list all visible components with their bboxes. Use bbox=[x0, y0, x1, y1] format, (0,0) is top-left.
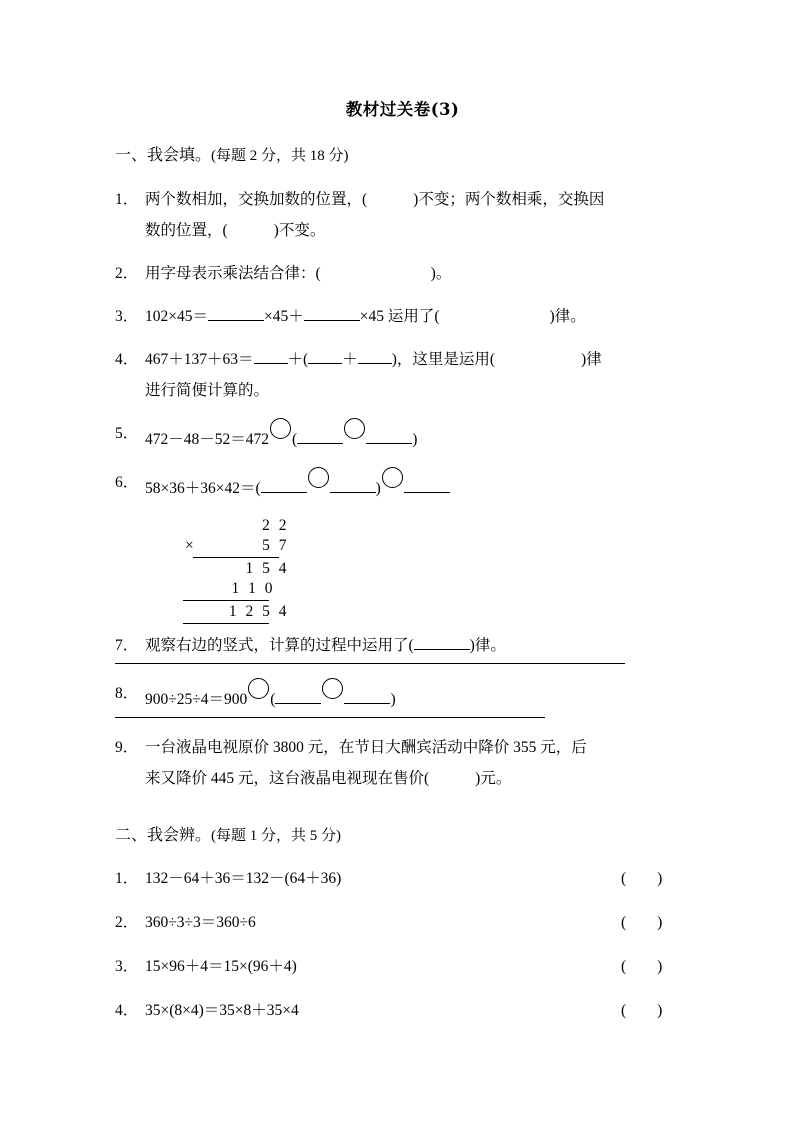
calc-rule-3 bbox=[183, 623, 269, 624]
question-4-text-d: )，这里是运用( bbox=[391, 350, 496, 368]
question-5-blank-2[interactable] bbox=[366, 443, 412, 444]
question-9-line-1: 一台液晶电视原价 3800 元，在节日大酬宾活动中降价 355 元，后 bbox=[145, 738, 587, 756]
question-3-blank-1[interactable] bbox=[208, 320, 264, 321]
multiplier-row bbox=[179, 536, 289, 556]
section-one-score: (每题 2 分，共 18 分) bbox=[211, 148, 349, 164]
multiplicand-row: 2 2 bbox=[262, 516, 289, 534]
question-1-line-1 bbox=[145, 184, 680, 215]
question-3-number: 3． bbox=[115, 307, 139, 325]
question-7-text-a: 观察右边的竖式，计算的过程中运用了( bbox=[145, 636, 414, 654]
question-6-blank-2[interactable] bbox=[330, 492, 376, 493]
question-2-text-a: 用字母表示乘法结合律：( bbox=[145, 264, 321, 282]
question-9-number: 9． bbox=[115, 738, 139, 756]
truefalse-item-3 bbox=[115, 952, 680, 982]
question-7-blank[interactable] bbox=[414, 649, 470, 650]
question-9 bbox=[115, 732, 680, 794]
vertical-multiplication-figure bbox=[179, 516, 289, 624]
question-2-text-b: )。 bbox=[430, 264, 452, 282]
truefalse-item-4 bbox=[115, 996, 680, 1026]
truefalse-1-answer-field[interactable]: ( ) bbox=[621, 869, 663, 887]
operator-circle-icon[interactable] bbox=[344, 418, 365, 439]
question-1 bbox=[115, 184, 680, 246]
question-3-text-d: )律。 bbox=[549, 307, 586, 325]
question-7-line-1 bbox=[145, 630, 625, 661]
calc-rule-1 bbox=[193, 557, 279, 558]
question-1-text-b: )不变；两个数相乘，交换因 bbox=[413, 190, 605, 208]
question-4-text-b: ＋( bbox=[287, 350, 309, 368]
question-3 bbox=[115, 301, 680, 332]
question-1-text-a: 两个数相加，交换加数的位置，( bbox=[145, 190, 368, 208]
question-6 bbox=[115, 467, 680, 504]
truefalse-3-answer-field[interactable]: ( ) bbox=[621, 957, 663, 975]
question-9-text-a: 来又降价 445 元，这台液晶电视现在售价( bbox=[145, 769, 430, 787]
partial-product-2: 1 1 0 bbox=[231, 579, 275, 597]
question-1-text-d: )不变。 bbox=[273, 221, 326, 239]
question-8-line-1 bbox=[145, 678, 545, 715]
question-5 bbox=[115, 418, 680, 455]
truefalse-2-number: 2． bbox=[115, 913, 139, 931]
question-8-text-a: 900÷25÷4＝900 bbox=[145, 690, 248, 708]
question-2 bbox=[115, 258, 680, 289]
page-content bbox=[115, 96, 680, 1040]
truefalse-3-expression: 15×96＋4＝15×(96＋4) bbox=[145, 957, 297, 975]
question-6-text-b: ) bbox=[375, 479, 381, 497]
question-9-line-2 bbox=[145, 763, 680, 794]
truefalse-item-1 bbox=[115, 864, 680, 894]
question-4 bbox=[115, 344, 680, 406]
question-8-blank-2[interactable] bbox=[344, 703, 390, 704]
calc-rule-2 bbox=[183, 600, 269, 601]
truefalse-item-2 bbox=[115, 908, 680, 938]
question-6-blank-3[interactable] bbox=[404, 492, 450, 493]
truefalse-3-number: 3． bbox=[115, 957, 139, 975]
truefalse-2-expression: 360÷3÷3＝360÷6 bbox=[145, 913, 256, 931]
question-4-text-c: ＋ bbox=[342, 350, 358, 368]
question-8-text-b: ( bbox=[270, 690, 276, 708]
question-8-text-c: ) bbox=[390, 690, 396, 708]
question-6-line-1 bbox=[145, 467, 680, 504]
question-5-line-1 bbox=[145, 418, 680, 455]
section-two-label: 二、我会辨。 bbox=[115, 826, 212, 844]
question-7-number: 7． bbox=[115, 636, 139, 654]
question-5-text-a: 472－48－52＝472 bbox=[145, 430, 270, 448]
question-7-text-b: )律。 bbox=[469, 636, 506, 654]
question-1-number: 1． bbox=[115, 190, 139, 208]
question-2-line-1 bbox=[145, 258, 680, 289]
truefalse-2-answer-field[interactable]: ( ) bbox=[621, 913, 663, 931]
question-5-text-b: ( bbox=[292, 430, 298, 448]
question-4-number: 4． bbox=[115, 350, 139, 368]
question-4-line-2: 进行简便计算的。 bbox=[145, 381, 270, 399]
operator-circle-icon[interactable] bbox=[308, 467, 329, 488]
multiply-sign-icon: × bbox=[185, 536, 197, 554]
question-3-text-c: ×45 运用了( bbox=[359, 307, 440, 325]
operator-circle-icon[interactable] bbox=[270, 418, 291, 439]
question-4-blank-1[interactable] bbox=[254, 363, 288, 364]
question-7 bbox=[115, 630, 625, 664]
question-3-text-a: 102×45＝ bbox=[145, 307, 208, 325]
multiplier-value: 5 7 bbox=[262, 536, 289, 554]
question-3-blank-2[interactable] bbox=[304, 320, 360, 321]
final-product: 1 2 5 4 bbox=[228, 602, 289, 620]
section-one-heading bbox=[115, 146, 680, 167]
question-4-blank-2[interactable] bbox=[308, 363, 342, 364]
question-4-line-1 bbox=[145, 344, 680, 375]
question-6-blank-1[interactable] bbox=[261, 492, 307, 493]
question-4-text-e: )律 bbox=[581, 350, 602, 368]
truefalse-4-number: 4． bbox=[115, 1001, 139, 1019]
question-8-number: 8． bbox=[115, 684, 139, 702]
truefalse-1-number: 1． bbox=[115, 869, 139, 887]
question-3-text-b: ×45＋ bbox=[264, 307, 304, 325]
question-1-text-c: 数的位置，( bbox=[145, 221, 228, 239]
question-5-text-c: ) bbox=[412, 430, 418, 448]
question-6-text-a: 58×36＋36×42＝( bbox=[145, 479, 261, 497]
partial-product-1: 1 5 4 bbox=[245, 559, 289, 577]
section-spacer bbox=[115, 806, 680, 826]
question-9-text-b: )元。 bbox=[475, 769, 512, 787]
section-two-score: (每题 1 分，共 5 分) bbox=[211, 827, 342, 844]
section-two-heading bbox=[115, 826, 680, 847]
question-3-line-1 bbox=[145, 301, 680, 332]
truefalse-4-expression: 35×(8×4)＝35×8＋35×4 bbox=[145, 1001, 299, 1019]
section-one-label: 一、我会填。 bbox=[115, 147, 212, 164]
question-1-line-2 bbox=[145, 215, 680, 246]
operator-circle-icon[interactable] bbox=[248, 678, 269, 699]
question-4-blank-3[interactable] bbox=[358, 363, 392, 364]
question-4-text-a: 467＋137＋63＝ bbox=[145, 350, 254, 368]
question-8-blank-1[interactable] bbox=[275, 703, 321, 704]
truefalse-1-expression: 132－64＋36＝132－(64＋36) bbox=[145, 869, 342, 887]
question-6-number: 6． bbox=[115, 473, 139, 491]
question-5-number: 5． bbox=[115, 424, 139, 442]
page-title: 教材过关卷(3) bbox=[345, 100, 460, 119]
question-8 bbox=[115, 678, 545, 718]
operator-circle-icon[interactable] bbox=[382, 467, 403, 488]
question-2-number: 2． bbox=[115, 264, 139, 282]
operator-circle-icon[interactable] bbox=[322, 678, 343, 699]
truefalse-4-answer-field[interactable]: ( ) bbox=[621, 1001, 663, 1019]
question-5-blank-1[interactable] bbox=[297, 443, 343, 444]
